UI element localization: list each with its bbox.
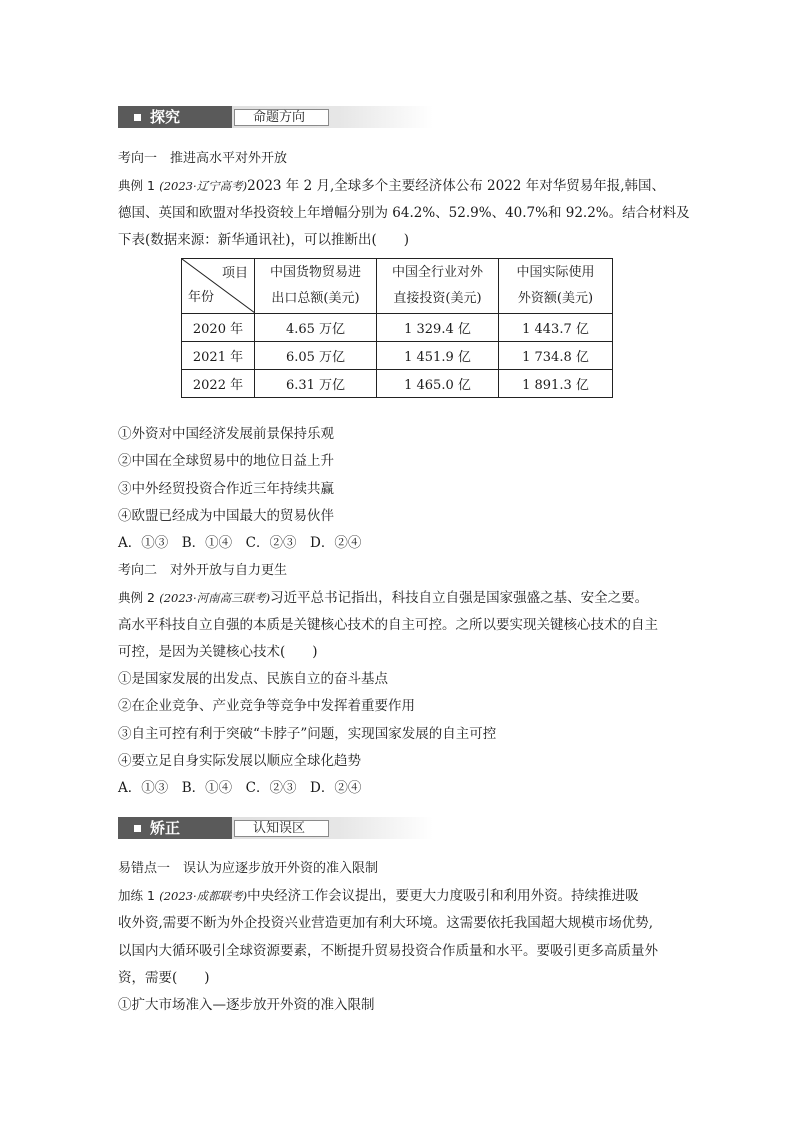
- table-cell: 6.05 万亿: [255, 342, 377, 370]
- table-corner-cell: 项目 年份: [182, 259, 255, 314]
- table-header-row: [182, 259, 613, 314]
- exercise-1-line-4: 资，需要( ): [118, 970, 210, 986]
- example-1-line-1: 典例 1 (2023·辽宁高考)2023 年 2 月,全球多个主要经济体公布 2022 年对华贸易年报,韩国、: [118, 178, 665, 194]
- table-cell: 1 734.8 亿: [499, 342, 613, 370]
- table-row: [182, 314, 613, 342]
- option-3: ③自主可控有利于突破“卡脖子”问题，实现国家发展的自主可控: [118, 726, 497, 742]
- exercise-1-line-2: 收外资,需要不断为外企投资兴业营造更加有利大环境。这需要依托我国超大规模市场优势,: [118, 915, 654, 931]
- option-3: ③中外经贸投资合作近三年持续共赢: [118, 481, 334, 497]
- exercise-1-line-1: 加练 1 (2023·成都联考)中央经济工作会议提出，要更大力度吸引和利用外资。持续推进吸: [118, 888, 639, 904]
- exercise-label: 加练 1: [118, 888, 155, 903]
- topic-heading-2: 考向二 对外开放与自力更生: [118, 563, 288, 578]
- example-source: (2023·辽宁高考): [159, 179, 248, 193]
- square-bullet-icon: [134, 825, 141, 832]
- topic-heading-1: 考向一 推进高水平对外开放: [118, 151, 288, 166]
- example-1-line-3: 下表(数据来源：新华通讯社)，可以推断出( ): [118, 232, 410, 248]
- section-tag: 矫正: [118, 817, 232, 839]
- topic-heading-3: 易错点一 误认为应逐步放开外资的准入限制: [118, 861, 379, 876]
- table-row: [182, 370, 613, 398]
- table-cell: 2022 年: [182, 370, 255, 398]
- table-cell: 1 465.0 亿: [377, 370, 499, 398]
- section-banner-correct: [118, 817, 433, 839]
- example-label: 典例 2: [118, 590, 155, 605]
- data-table: [181, 258, 613, 398]
- table-cell: 2021 年: [182, 342, 255, 370]
- option-2: ②中国在全球贸易中的地位日益上升: [118, 453, 334, 469]
- table-header-cell: 中国全行业对外 直接投资(美元): [377, 259, 499, 314]
- table-header-cell: 中国货物贸易进 出口总额(美元): [255, 259, 377, 314]
- example-2-line-2: 高水平科技自立自强的本质是关键核心技术的自主可控。之所以要实现关键核心技术的自主: [118, 617, 658, 633]
- option-1: ①扩大市场准入—逐步放开外资的准入限制: [118, 997, 375, 1013]
- example-2-line-3: 可控，是因为关键核心技术( ): [118, 644, 318, 660]
- table-header-cell: 中国实际使用 外资额(美元): [499, 259, 613, 314]
- example-label: 典例 1: [118, 178, 155, 193]
- table-cell: 4.65 万亿: [255, 314, 377, 342]
- section-banner-explore: [118, 106, 433, 128]
- example-2-line-1: 典例 2 (2023·河南高三联考)习近平总书记指出，科技自立自强是国家强盛之基、安全之要。: [118, 590, 649, 606]
- answer-choices: A．①③ B．①④ C．②③ D．②④: [118, 535, 362, 551]
- table-row: [182, 342, 613, 370]
- example-1-line-2: 德国、英国和欧盟对华投资较上年增幅分别为 64.2%、52.9%、40.7%和 92.2%。结合材料及: [118, 205, 690, 221]
- square-bullet-icon: [134, 114, 141, 121]
- section-subtitle: 认知误区: [234, 820, 329, 837]
- table-cell: 1 451.9 亿: [377, 342, 499, 370]
- option-4: ④欧盟已经成为中国最大的贸易伙伴: [118, 508, 334, 524]
- table-cell: 2020 年: [182, 314, 255, 342]
- option-1: ①是国家发展的出发点、民族自立的奋斗基点: [118, 671, 388, 687]
- option-2: ②在企业竞争、产业竞争等竞争中发挥着重要作用: [118, 698, 415, 714]
- exercise-source: (2023·成都联考): [159, 889, 248, 903]
- example-source: (2023·河南高三联考): [159, 591, 271, 605]
- section-subtitle: 命题方向: [234, 109, 329, 126]
- table-cell: 1 891.3 亿: [499, 370, 613, 398]
- table-cell: 1 329.4 亿: [377, 314, 499, 342]
- answer-choices: A．①③ B．①④ C．②③ D．②④: [118, 780, 362, 796]
- section-tag: 探究: [118, 106, 232, 128]
- exercise-1-line-3: 以国内大循环吸引全球资源要素，不断提升贸易投资合作质量和水平。要吸引更多高质量外: [118, 943, 658, 959]
- table-cell: 6.31 万亿: [255, 370, 377, 398]
- option-4: ④要立足自身实际发展以顺应全球化趋势: [118, 753, 361, 769]
- table-cell: 1 443.7 亿: [499, 314, 613, 342]
- option-1: ①外资对中国经济发展前景保持乐观: [118, 426, 334, 442]
